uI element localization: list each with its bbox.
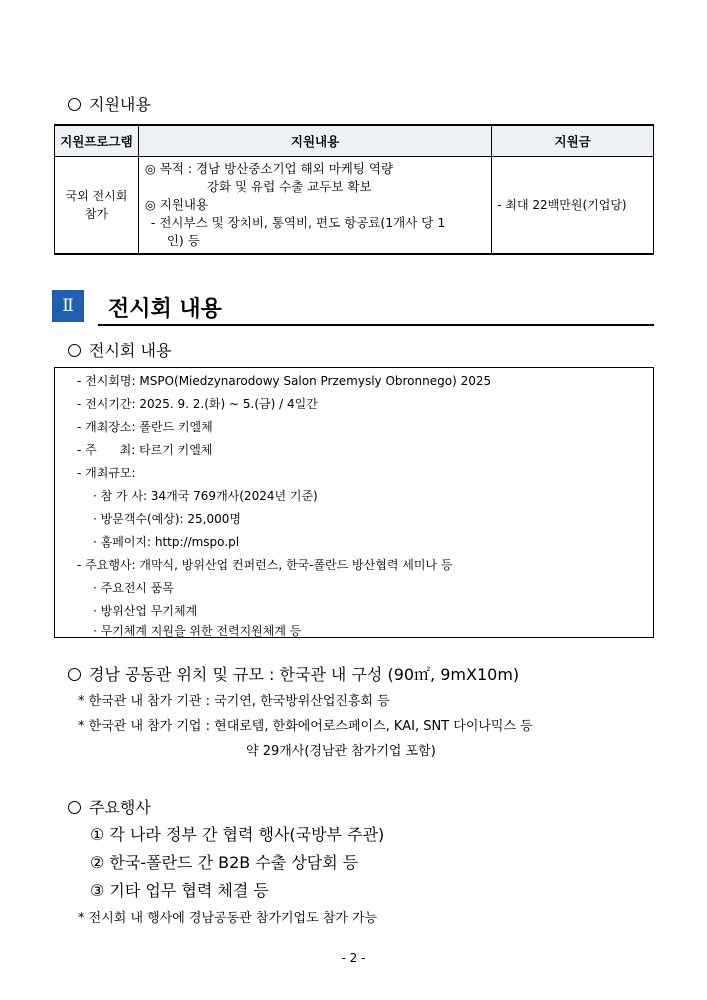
exhibition-heading: 전시회 내용 bbox=[68, 338, 171, 361]
info-line: - 주 최: 타르기 키엘체 bbox=[77, 443, 213, 457]
table-header-row bbox=[55, 125, 654, 157]
info-line: · 방위산업 무기체계 bbox=[93, 604, 198, 618]
event-item: ③ 기타 업무 협력 체결 등 bbox=[90, 881, 269, 900]
circle-bullet-icon bbox=[68, 668, 81, 681]
pavilion-note: * 한국관 내 참가 기관 : 국기연, 한국방위산업진흥회 등 bbox=[78, 694, 390, 709]
table-header: 지원금 bbox=[492, 125, 654, 157]
circle-bullet-icon bbox=[68, 98, 81, 111]
info-line: · 방문객수(예상): 25,000명 bbox=[93, 512, 241, 526]
table-header: 지원프로그램 bbox=[55, 125, 139, 157]
exhibition-info-box bbox=[54, 367, 654, 638]
section-divider bbox=[98, 324, 654, 326]
section-title: 전시회 내용 bbox=[108, 297, 222, 322]
events-heading: 주요행사 bbox=[68, 795, 151, 818]
info-line: · 참 가 사: 34개국 769개사(2024년 기준) bbox=[93, 489, 318, 503]
page-number: - 2 - bbox=[341, 951, 366, 965]
circle-bullet-icon bbox=[68, 801, 81, 814]
events-note: * 전시회 내 행사에 경남공동관 참가기업도 참가 가능 bbox=[78, 911, 378, 926]
event-item: ② 한국-폴란드 간 B2B 수출 상담회 등 bbox=[90, 853, 359, 872]
content-cell: ◎ 목적 : 경남 방산중소기업 해외 마케팅 역량 강화 및 유럽 수출 교두보 확보 ◎ 지원내용 - 전시부스 및 장치비, 통역비, 편도 항공료(1개사 당 1 인) 등 bbox=[138, 157, 491, 255]
support-table bbox=[54, 124, 654, 255]
info-line: - 전시회명: MSPO(Miedzynarodowy Salon Przemysly Obronnego) 2025 bbox=[77, 374, 492, 388]
pavilion-note: 약 29개사(경남관 참가기업 포함) bbox=[246, 744, 436, 759]
support-heading: 지원내용 bbox=[68, 92, 151, 115]
info-line: · 주요전시 품목 bbox=[93, 581, 174, 595]
info-line: · 무기체계 지원을 위한 전력지원체계 등 bbox=[93, 624, 302, 638]
section-number-box: Ⅱ bbox=[52, 290, 84, 322]
event-item: ① 각 나라 정부 간 협력 행사(국방부 주관) bbox=[90, 825, 385, 844]
table-header: 지원내용 bbox=[138, 125, 491, 157]
table-row bbox=[55, 157, 654, 255]
program-cell: 국외 전시회 참가 bbox=[55, 157, 139, 255]
pavilion-note: * 한국관 내 참가 기업 : 현대로템, 한화에어로스페이스, KAI, SNT 다이나믹스 등 bbox=[78, 719, 533, 734]
info-line: - 개최규모: bbox=[77, 466, 136, 480]
info-line: - 개최장소: 폴란드 키엘체 bbox=[77, 420, 213, 434]
amount-cell: - 최대 22백만원(기업당) bbox=[492, 157, 654, 255]
info-line: - 주요행사: 개막식, 방위산업 컨퍼런스, 한국-폴란드 방산협력 세미나 등 bbox=[77, 558, 453, 572]
info-line: - 전시기간: 2025. 9. 2.(화) ~ 5.(금) / 4일간 bbox=[77, 397, 318, 411]
info-line: · 홈페이지: http://mspo.pl bbox=[93, 535, 240, 549]
pavilion-heading: 경남 공동관 위치 및 규모 : 한국관 내 구성 (90㎡, 9mX10m) bbox=[68, 662, 519, 685]
circle-bullet-icon bbox=[68, 344, 81, 357]
